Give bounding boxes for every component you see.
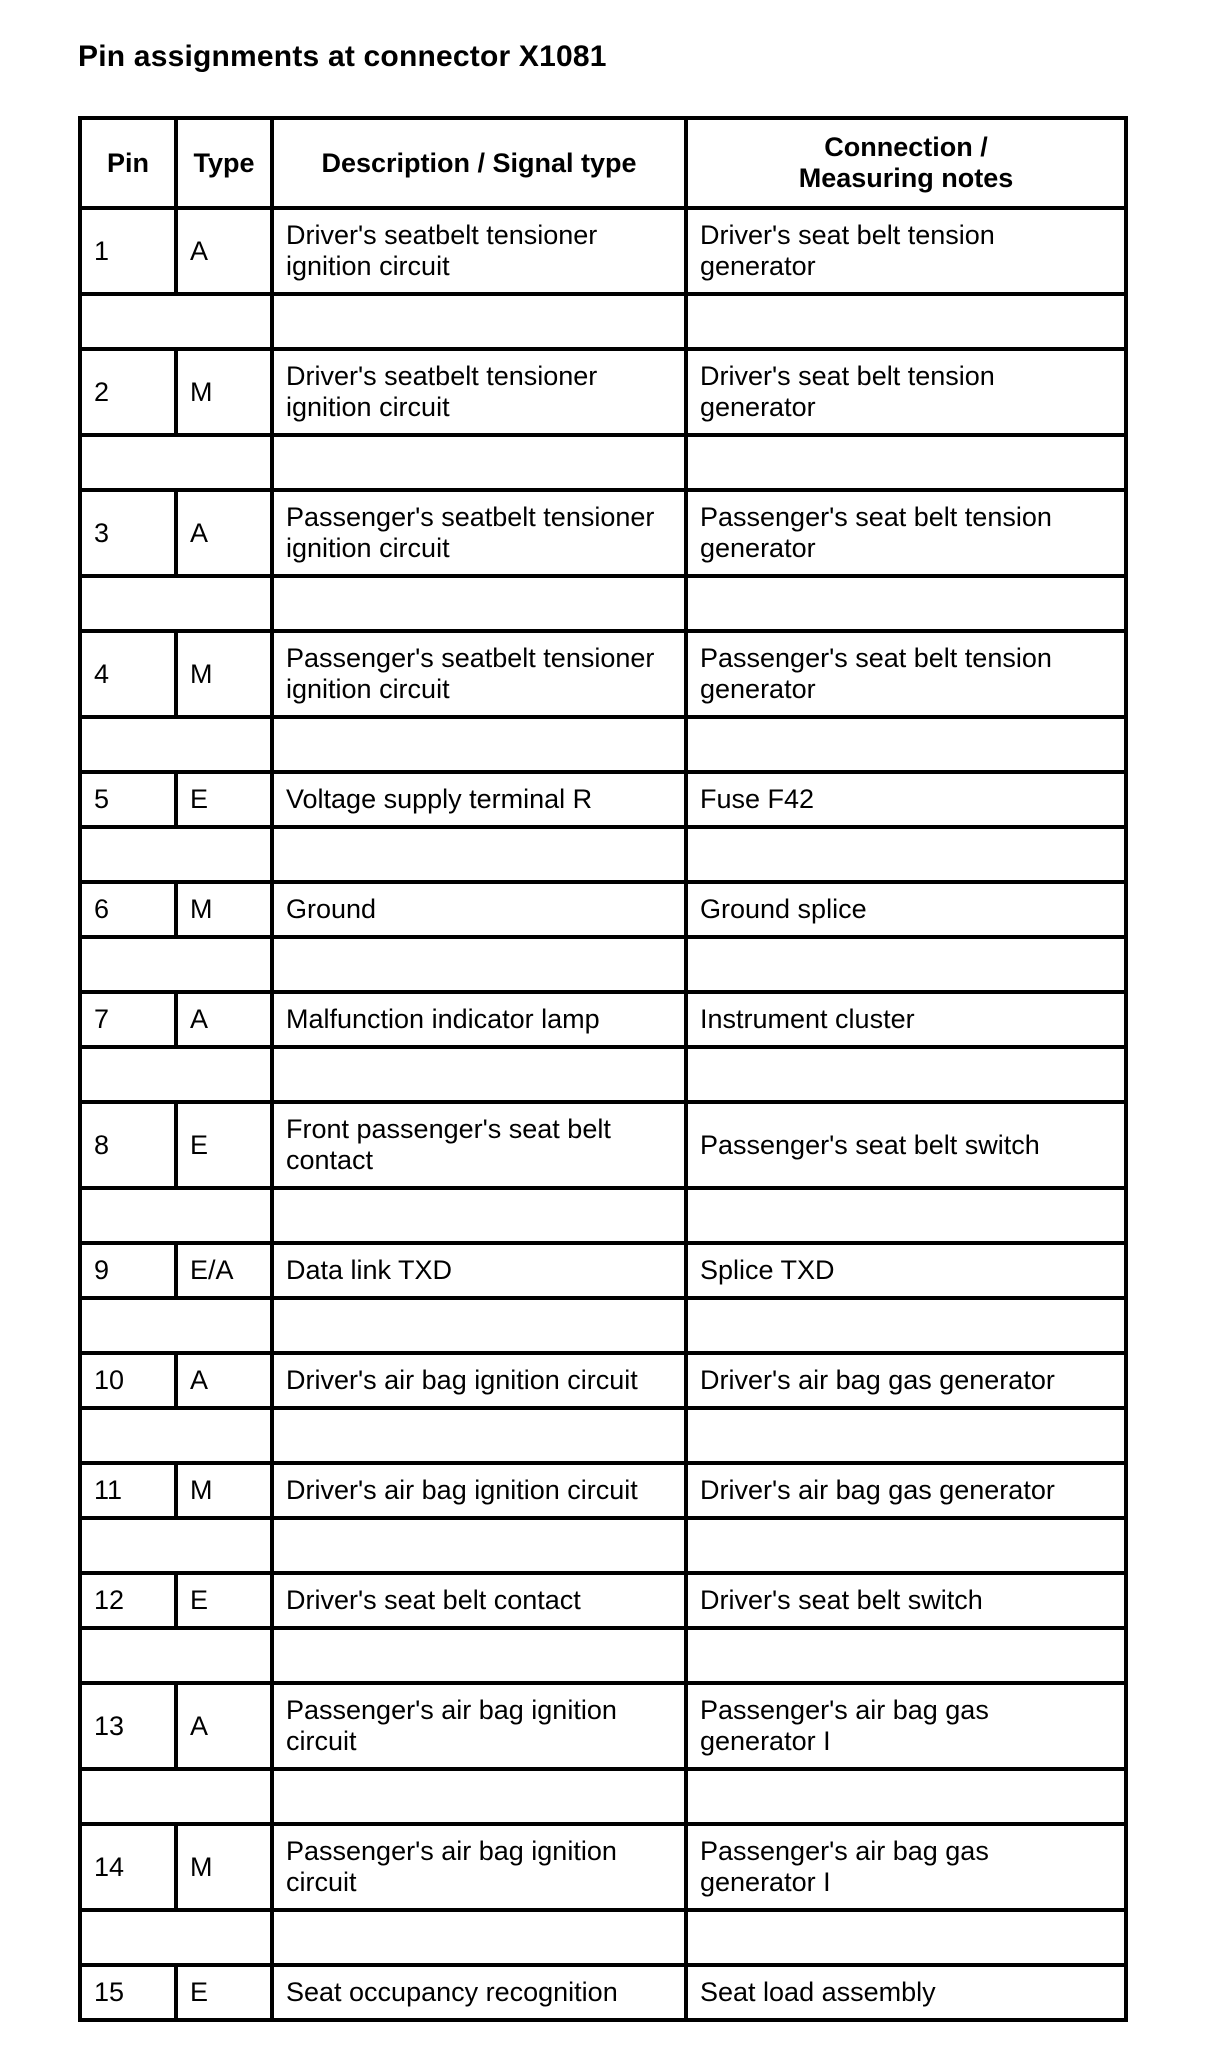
spacer-cell bbox=[80, 1047, 272, 1102]
spacer-row bbox=[80, 435, 1126, 490]
connection-line: generator I bbox=[700, 1726, 831, 1756]
connection-line: Instrument cluster bbox=[700, 1004, 915, 1034]
pin-number: 9 bbox=[94, 1255, 110, 1285]
description-cell bbox=[272, 1824, 686, 1910]
description-line: Driver's seatbelt tensioner bbox=[286, 361, 598, 391]
description-line: Passenger's seatbelt tensioner bbox=[286, 643, 655, 673]
table-row bbox=[80, 1573, 1126, 1628]
pin-number: 4 bbox=[94, 658, 110, 689]
table-row bbox=[80, 349, 1126, 435]
description-line: Voltage supply terminal R bbox=[286, 784, 593, 814]
table-header-row bbox=[80, 118, 1126, 208]
description-cell bbox=[272, 631, 686, 717]
type-cell bbox=[176, 1683, 272, 1769]
pin-type: E/A bbox=[190, 1255, 234, 1285]
connection-cell bbox=[686, 631, 1126, 717]
table-row bbox=[80, 1965, 1126, 2020]
pin-type: E bbox=[190, 1129, 209, 1160]
pin-number: 6 bbox=[94, 894, 110, 924]
connection-cell bbox=[686, 1243, 1126, 1298]
spacer-cell bbox=[80, 1628, 272, 1683]
pin-cell bbox=[80, 631, 176, 717]
header-type: Type bbox=[176, 118, 272, 208]
pin-cell bbox=[80, 1243, 176, 1298]
pin-cell bbox=[80, 1463, 176, 1518]
description-cell bbox=[272, 490, 686, 576]
spacer-row bbox=[80, 1769, 1126, 1824]
spacer-cell bbox=[686, 1769, 1126, 1824]
spacer-row bbox=[80, 937, 1126, 992]
spacer-cell bbox=[80, 937, 272, 992]
spacer-row bbox=[80, 1910, 1126, 1965]
type-cell bbox=[176, 349, 272, 435]
spacer-cell bbox=[686, 294, 1126, 349]
spacer-cell bbox=[272, 1047, 686, 1102]
connection-cell bbox=[686, 349, 1126, 435]
description-cell bbox=[272, 1353, 686, 1408]
type-cell bbox=[176, 882, 272, 937]
pin-type: E bbox=[190, 1977, 209, 2007]
table-row bbox=[80, 1463, 1126, 1518]
connection-cell bbox=[686, 1824, 1126, 1910]
connection-line: Driver's air bag gas generator bbox=[700, 1475, 1055, 1505]
description-line: Driver's seat belt contact bbox=[286, 1585, 581, 1615]
table-row bbox=[80, 1353, 1126, 1408]
connection-line: Passenger's seat belt tension bbox=[700, 643, 1052, 673]
table-row bbox=[80, 1683, 1126, 1769]
type-cell bbox=[176, 1463, 272, 1518]
pin-cell bbox=[80, 1965, 176, 2020]
type-cell bbox=[176, 1102, 272, 1188]
connection-line: Passenger's seat belt tension bbox=[700, 502, 1052, 532]
spacer-cell bbox=[272, 1910, 686, 1965]
spacer-cell bbox=[686, 1047, 1126, 1102]
description-line: Data link TXD bbox=[286, 1255, 453, 1285]
table-row bbox=[80, 882, 1126, 937]
pin-assignment-table bbox=[78, 116, 1128, 2022]
connection-line: generator bbox=[700, 533, 816, 563]
table-row bbox=[80, 490, 1126, 576]
spacer-cell bbox=[272, 1188, 686, 1243]
spacer-cell bbox=[272, 1408, 686, 1463]
pin-type: M bbox=[190, 1475, 213, 1505]
spacer-row bbox=[80, 1298, 1126, 1353]
spacer-row bbox=[80, 1047, 1126, 1102]
type-cell bbox=[176, 1573, 272, 1628]
spacer-cell bbox=[80, 717, 272, 772]
description-line: Ground bbox=[286, 894, 377, 924]
description-line: Seat occupancy recognition bbox=[286, 1977, 618, 2007]
pin-type: E bbox=[190, 784, 209, 814]
header-connection-line2: Measuring notes bbox=[798, 163, 1014, 193]
description-cell bbox=[272, 1573, 686, 1628]
connection-cell bbox=[686, 490, 1126, 576]
pin-number: 14 bbox=[94, 1851, 125, 1882]
connection-cell bbox=[686, 992, 1126, 1047]
connection-cell bbox=[686, 208, 1126, 294]
table-body bbox=[80, 208, 1126, 2020]
type-cell bbox=[176, 631, 272, 717]
spacer-cell bbox=[686, 1910, 1126, 1965]
pin-type: M bbox=[190, 658, 213, 689]
pin-type: E bbox=[190, 1585, 209, 1615]
pin-number: 8 bbox=[94, 1129, 110, 1160]
pin-cell bbox=[80, 1353, 176, 1408]
pin-type: M bbox=[190, 376, 213, 407]
spacer-row bbox=[80, 294, 1126, 349]
type-cell bbox=[176, 1965, 272, 2020]
spacer-cell bbox=[80, 1910, 272, 1965]
type-cell bbox=[176, 490, 272, 576]
description-cell bbox=[272, 992, 686, 1047]
pin-cell bbox=[80, 882, 176, 937]
pin-cell bbox=[80, 992, 176, 1047]
description-line: ignition circuit bbox=[286, 392, 450, 422]
pin-cell bbox=[80, 349, 176, 435]
spacer-row bbox=[80, 717, 1126, 772]
spacer-cell bbox=[272, 576, 686, 631]
description-line: circuit bbox=[286, 1726, 357, 1756]
table-row bbox=[80, 208, 1126, 294]
description-cell bbox=[272, 208, 686, 294]
pin-number: 1 bbox=[94, 235, 110, 266]
connection-line: generator bbox=[700, 392, 816, 422]
spacer-row bbox=[80, 827, 1126, 882]
description-line: circuit bbox=[286, 1867, 357, 1897]
spacer-cell bbox=[272, 1298, 686, 1353]
spacer-cell bbox=[686, 1298, 1126, 1353]
spacer-cell bbox=[686, 435, 1126, 490]
type-cell bbox=[176, 1243, 272, 1298]
spacer-cell bbox=[686, 1628, 1126, 1683]
spacer-cell bbox=[686, 576, 1126, 631]
description-line: ignition circuit bbox=[286, 674, 450, 704]
connection-cell bbox=[686, 1463, 1126, 1518]
connection-line: Passenger's air bag gas bbox=[700, 1695, 989, 1725]
spacer-cell bbox=[272, 294, 686, 349]
description-line: Passenger's air bag ignition bbox=[286, 1836, 617, 1866]
connection-line: Driver's seat belt tension bbox=[700, 220, 995, 250]
spacer-cell bbox=[686, 1518, 1126, 1573]
pin-number: 2 bbox=[94, 376, 110, 407]
table-row bbox=[80, 1243, 1126, 1298]
spacer-cell bbox=[686, 1188, 1126, 1243]
pin-number: 15 bbox=[94, 1977, 125, 2007]
spacer-cell bbox=[272, 717, 686, 772]
type-cell bbox=[176, 208, 272, 294]
spacer-row bbox=[80, 1188, 1126, 1243]
spacer-cell bbox=[80, 1298, 272, 1353]
header-description: Description / Signal type bbox=[272, 118, 686, 208]
pin-number: 10 bbox=[94, 1365, 125, 1395]
description-cell bbox=[272, 1463, 686, 1518]
pin-cell bbox=[80, 1102, 176, 1188]
spacer-cell bbox=[272, 937, 686, 992]
pin-number: 13 bbox=[94, 1710, 125, 1741]
description-cell bbox=[272, 1965, 686, 2020]
pin-type: M bbox=[190, 894, 213, 924]
spacer-row bbox=[80, 1628, 1126, 1683]
connection-line: Fuse F42 bbox=[700, 784, 815, 814]
table-row bbox=[80, 631, 1126, 717]
connection-line: Passenger's seat belt switch bbox=[700, 1129, 1040, 1160]
pin-number: 11 bbox=[94, 1475, 123, 1505]
connection-line: Driver's seat belt tension bbox=[700, 361, 995, 391]
spacer-cell bbox=[80, 435, 272, 490]
connection-line: Passenger's air bag gas bbox=[700, 1836, 989, 1866]
description-cell bbox=[272, 1243, 686, 1298]
connection-cell bbox=[686, 1573, 1126, 1628]
pin-cell bbox=[80, 1683, 176, 1769]
spacer-cell bbox=[80, 1769, 272, 1824]
connection-line: Splice TXD bbox=[700, 1255, 835, 1285]
type-cell bbox=[176, 772, 272, 827]
connection-cell bbox=[686, 1353, 1126, 1408]
header-connection bbox=[686, 118, 1126, 208]
connection-line: Ground splice bbox=[700, 894, 867, 924]
type-cell bbox=[176, 992, 272, 1047]
spacer-row bbox=[80, 1408, 1126, 1463]
pin-number: 5 bbox=[94, 784, 110, 814]
spacer-cell bbox=[80, 1518, 272, 1573]
description-line: ignition circuit bbox=[286, 251, 450, 281]
connection-line: Driver's seat belt switch bbox=[700, 1585, 983, 1615]
connection-line: generator I bbox=[700, 1867, 831, 1897]
description-line: Malfunction indicator lamp bbox=[286, 1004, 600, 1034]
table-row bbox=[80, 1102, 1126, 1188]
description-cell bbox=[272, 1683, 686, 1769]
spacer-cell bbox=[80, 1188, 272, 1243]
page-title: Pin assignments at connector X1081 bbox=[78, 40, 607, 73]
pin-cell bbox=[80, 1573, 176, 1628]
spacer-cell bbox=[80, 1408, 272, 1463]
type-cell bbox=[176, 1353, 272, 1408]
connection-cell bbox=[686, 1683, 1126, 1769]
pin-cell bbox=[80, 490, 176, 576]
description-line: Front passenger's seat belt bbox=[286, 1114, 611, 1144]
description-line: Passenger's seatbelt tensioner bbox=[286, 502, 655, 532]
pin-cell bbox=[80, 208, 176, 294]
description-line: Driver's air bag ignition circuit bbox=[286, 1475, 638, 1505]
connection-cell bbox=[686, 882, 1126, 937]
table-row bbox=[80, 772, 1126, 827]
spacer-cell bbox=[272, 827, 686, 882]
pin-type: A bbox=[190, 235, 209, 266]
spacer-cell bbox=[80, 576, 272, 631]
description-line: Driver's seatbelt tensioner bbox=[286, 220, 598, 250]
spacer-cell bbox=[686, 717, 1126, 772]
pin-cell bbox=[80, 1824, 176, 1910]
description-line: Driver's air bag ignition circuit bbox=[286, 1365, 638, 1395]
table-row bbox=[80, 1824, 1126, 1910]
spacer-cell bbox=[686, 827, 1126, 882]
spacer-cell bbox=[272, 435, 686, 490]
connection-cell bbox=[686, 1102, 1126, 1188]
description-cell bbox=[272, 1102, 686, 1188]
table-row bbox=[80, 992, 1126, 1047]
spacer-cell bbox=[80, 827, 272, 882]
description-cell bbox=[272, 772, 686, 827]
connection-line: Driver's air bag gas generator bbox=[700, 1365, 1055, 1395]
spacer-cell bbox=[686, 937, 1126, 992]
spacer-cell bbox=[272, 1769, 686, 1824]
connection-line: Seat load assembly bbox=[700, 1977, 936, 2007]
spacer-cell bbox=[272, 1518, 686, 1573]
pin-type: A bbox=[190, 517, 209, 548]
spacer-cell bbox=[686, 1408, 1126, 1463]
description-line: contact bbox=[286, 1145, 374, 1175]
spacer-row bbox=[80, 576, 1126, 631]
description-cell bbox=[272, 349, 686, 435]
spacer-cell bbox=[272, 1628, 686, 1683]
connection-line: generator bbox=[700, 251, 816, 281]
connection-line: generator bbox=[700, 674, 816, 704]
spacer-row bbox=[80, 1518, 1126, 1573]
description-line: ignition circuit bbox=[286, 533, 450, 563]
pin-type: A bbox=[190, 1710, 209, 1741]
header-connection-line1: Connection / bbox=[824, 132, 988, 162]
header-pin: Pin bbox=[80, 118, 176, 208]
spacer-cell bbox=[80, 294, 272, 349]
pin-type: A bbox=[190, 1365, 209, 1395]
type-cell bbox=[176, 1824, 272, 1910]
connection-cell bbox=[686, 772, 1126, 827]
description-cell bbox=[272, 882, 686, 937]
pin-number: 3 bbox=[94, 517, 110, 548]
pin-cell bbox=[80, 772, 176, 827]
pin-number: 7 bbox=[94, 1004, 110, 1034]
pin-number: 12 bbox=[94, 1585, 125, 1615]
description-line: Passenger's air bag ignition bbox=[286, 1695, 617, 1725]
pin-type: A bbox=[190, 1004, 209, 1034]
connection-cell bbox=[686, 1965, 1126, 2020]
pin-type: M bbox=[190, 1851, 213, 1882]
